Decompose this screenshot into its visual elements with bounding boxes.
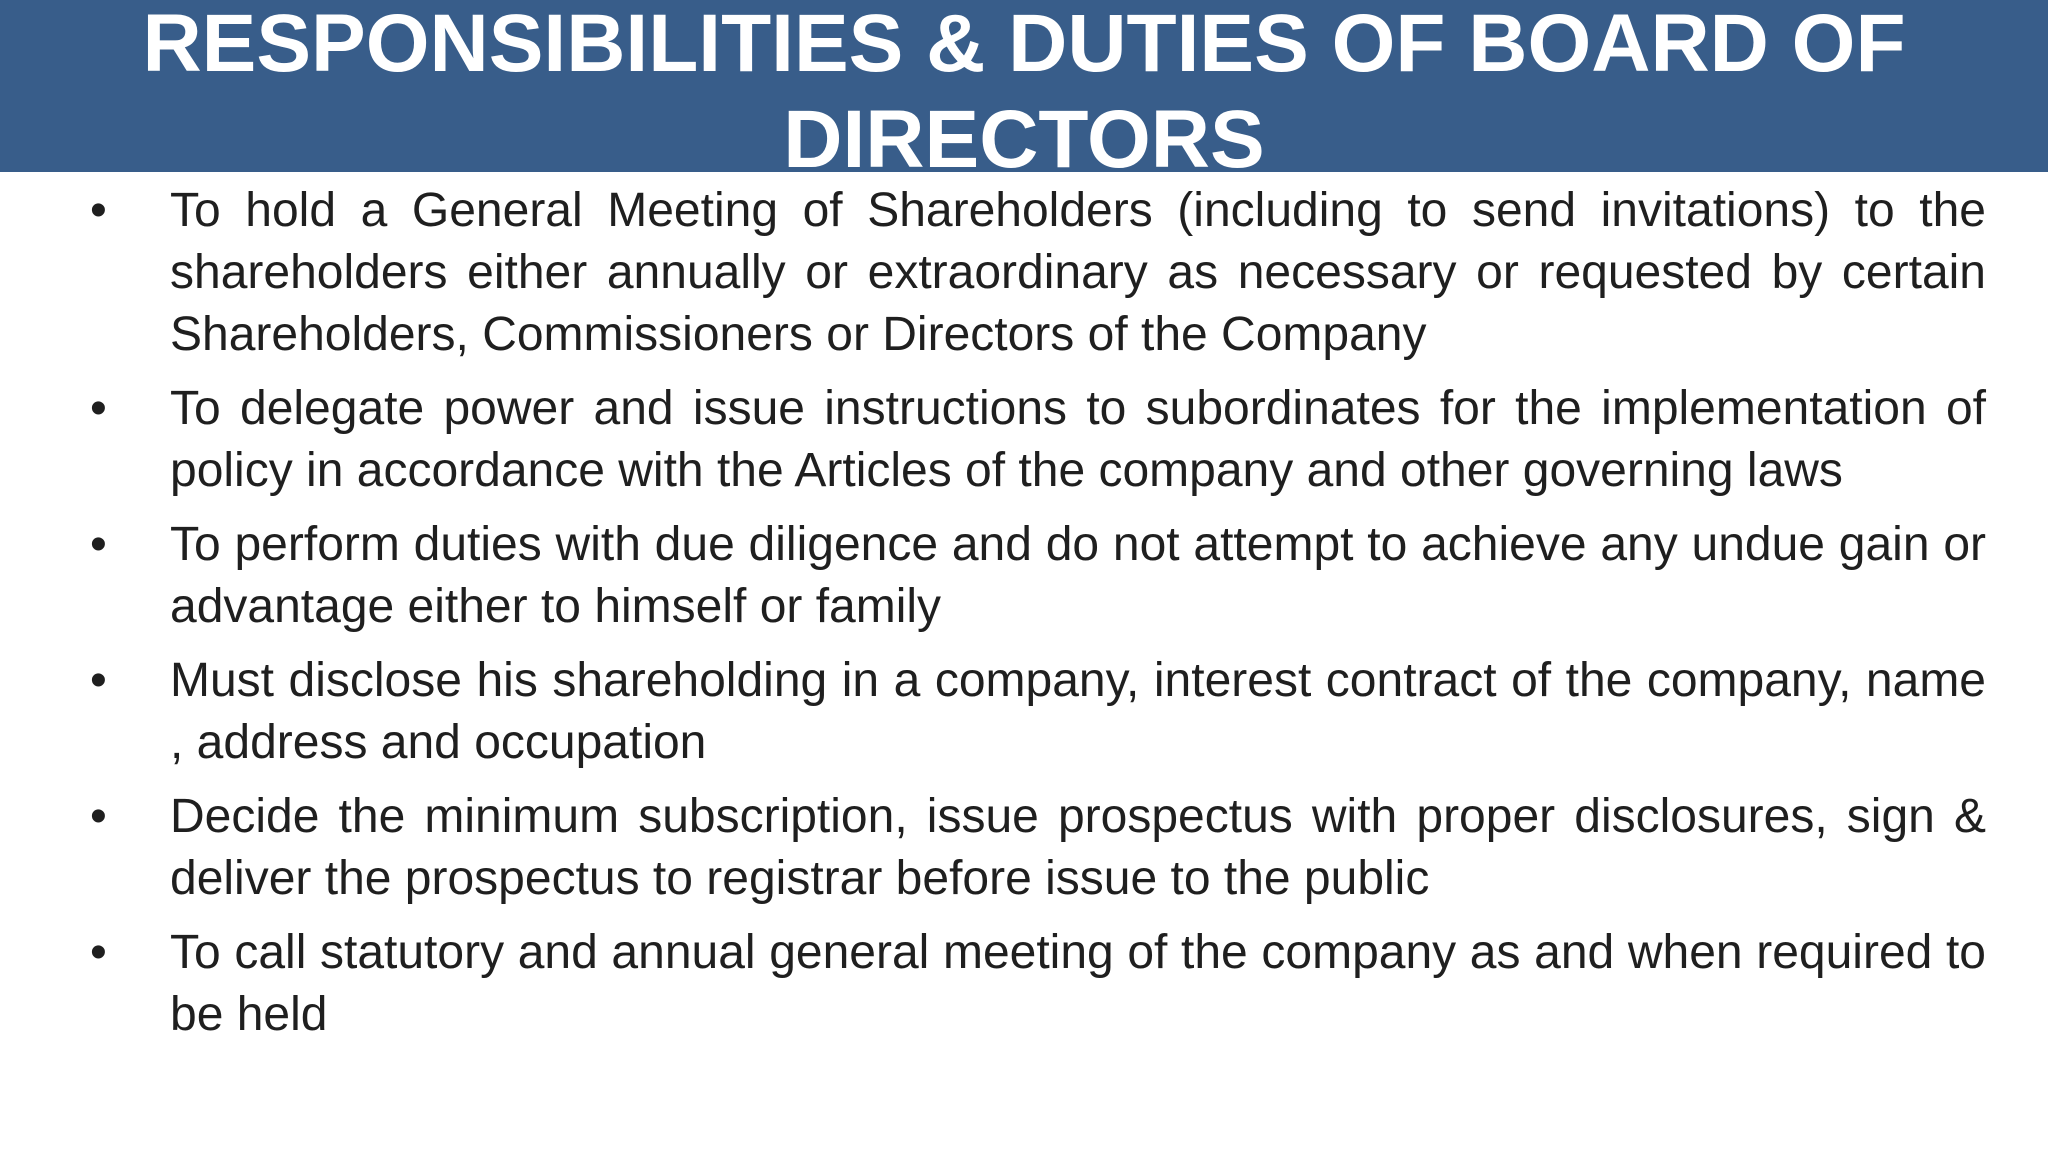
bullet-item-6 xyxy=(0,922,2048,1046)
bullet-text: To hold a General Meeting of Shareholders (including to send invitations) to the shareholders either annually or extraordinary as necessary or requested by certain Shareholders, Commissioners or Directors of the Company xyxy=(170,184,1986,361)
slide-title: RESPONSIBILITIES & DUTIES OF BOARD OF DIRECTORS xyxy=(142,0,1906,172)
bullet-text: Decide the minimum subscription, issue prospectus with proper disclosures, sign & deliver the prospectus to registrar before issue to the public xyxy=(170,790,1986,905)
bullet-icon: • xyxy=(90,518,107,571)
bullet-list xyxy=(0,180,2048,1046)
bullet-item-2 xyxy=(0,378,2048,502)
bullet-icon: • xyxy=(90,184,107,237)
bullet-item-3 xyxy=(0,514,2048,638)
bullet-text: To delegate power and issue instructions to subordinates for the implementation of policy in accordance with the Articles of the company and other governing laws xyxy=(170,382,1986,497)
bullet-item-4 xyxy=(0,650,2048,774)
bullet-item-1 xyxy=(0,180,2048,366)
bullet-text: To call statutory and annual general meeting of the company as and when required to be held xyxy=(170,926,1986,1041)
bullet-text: Must disclose his shareholding in a company, interest contract of the company, name , address and occupation xyxy=(170,654,1986,769)
bullet-icon: • xyxy=(90,382,107,435)
bullet-text: To perform duties with due diligence and do not attempt to achieve any undue gain or advantage either to himself or family xyxy=(170,518,1986,633)
bullet-icon: • xyxy=(90,654,107,707)
bullet-icon: • xyxy=(90,790,107,843)
title-bar xyxy=(0,0,2048,172)
bullet-icon: • xyxy=(90,926,107,979)
bullet-item-5 xyxy=(0,786,2048,910)
slide-content xyxy=(0,180,2048,1140)
